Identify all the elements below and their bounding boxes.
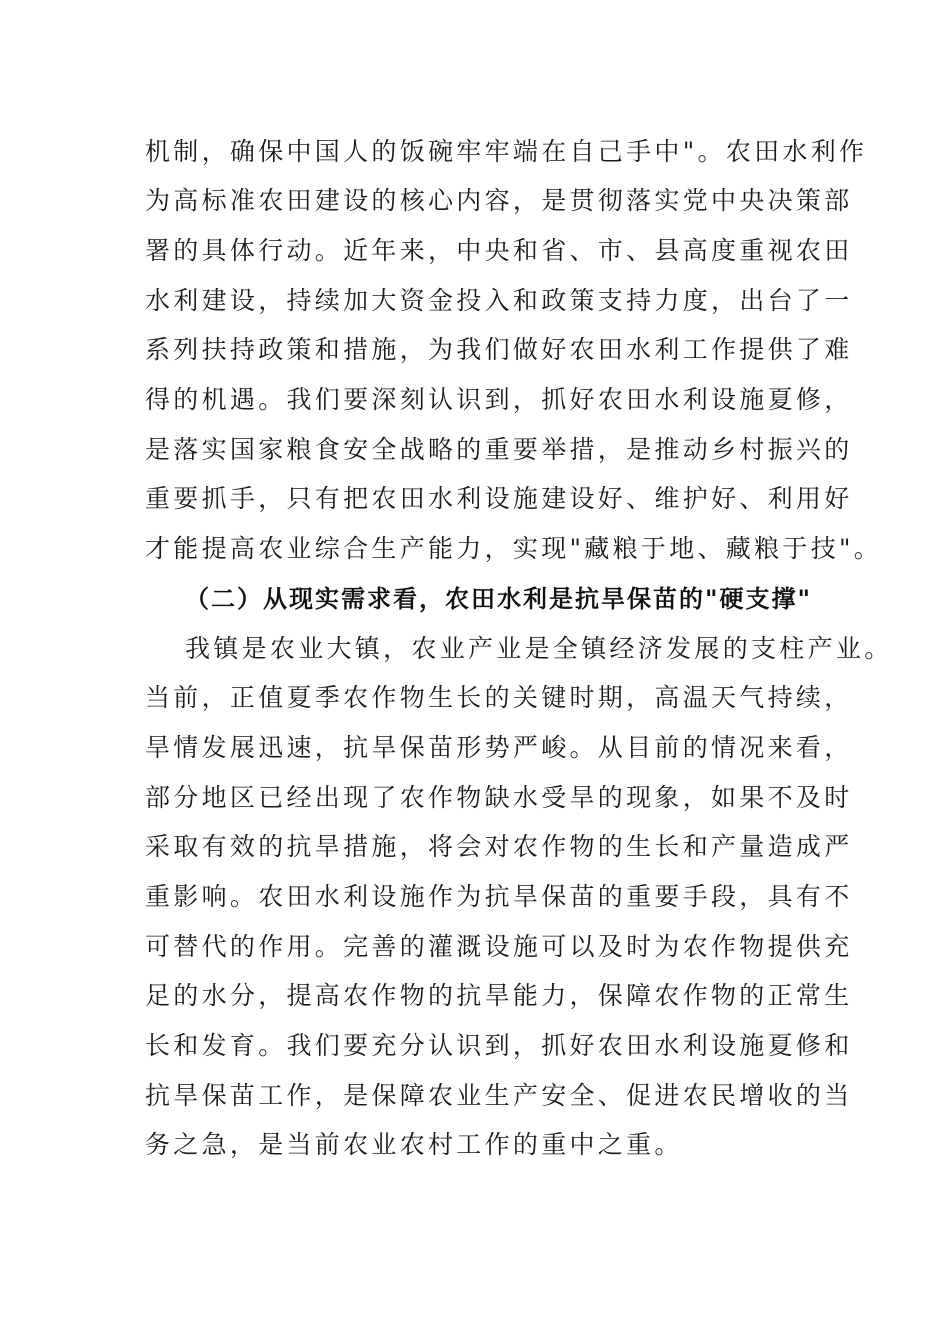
paragraph-line: 可替代的作用。完善的灌溉设施可以及时为农作物提供充: [145, 932, 853, 961]
paragraph-line: 署的具体行动。近年来，中央和省、市、县高度重视农田: [145, 236, 853, 265]
paragraph-line: 务之急，是当前农业农村工作的重中之重。: [145, 1130, 683, 1159]
paragraph-line: 我镇是农业大镇，农业产业是全镇经济发展的支柱产业。: [185, 634, 893, 663]
paragraph-line: 重影响。农田水利设施作为抗旱保苗的重要手段，具有不: [145, 882, 853, 911]
paragraph-line: 系列扶持政策和措施，为我们做好农田水利工作提供了难: [145, 335, 853, 364]
paragraph-line: 旱情发展迅速，抗旱保苗形势严峻。从目前的情况来看，: [145, 733, 853, 762]
paragraph-line: 为高标准农田建设的核心内容，是贯彻落实党中央决策部: [145, 186, 853, 215]
paragraph-line: 机制，确保中国人的饭碗牢牢端在自己手中"。农田水利作: [145, 137, 868, 166]
paragraph-line: 当前，正值夏季农作物生长的关键时期，高温天气持续，: [145, 683, 853, 712]
paragraph-line: 水利建设，持续加大资金投入和政策支持力度，出台了一: [145, 286, 853, 315]
paragraph-line: 得的机遇。我们要深刻认识到，抓好农田水利设施夏修，: [145, 385, 853, 414]
paragraph-line: 足的水分，提高农作物的抗旱能力，保障农作物的正常生: [145, 981, 853, 1010]
paragraph-line: 部分地区已经出现了农作物缺水受旱的现象，如果不及时: [145, 783, 853, 812]
paragraph-line: 长和发育。我们要充分认识到，抓好农田水利设施夏修和: [145, 1031, 853, 1060]
paragraph-line: 才能提高农业综合生产能力，实现"藏粮于地、藏粮于技"。: [145, 534, 883, 563]
section-heading: （二）从现实需求看，农田水利是抗旱保苗的"硬支撑": [185, 585, 813, 613]
paragraph-line: 重要抓手，只有把农田水利设施建设好、维护好、利用好: [145, 484, 853, 513]
paragraph-line: 采取有效的抗旱措施，将会对农作物的生长和产量造成严: [145, 832, 853, 861]
paragraph-line: 抗旱保苗工作，是保障农业生产安全、促进农民增收的当: [145, 1081, 853, 1110]
paragraph-line: 是落实国家粮食安全战略的重要举措，是推动乡村振兴的: [145, 435, 853, 464]
